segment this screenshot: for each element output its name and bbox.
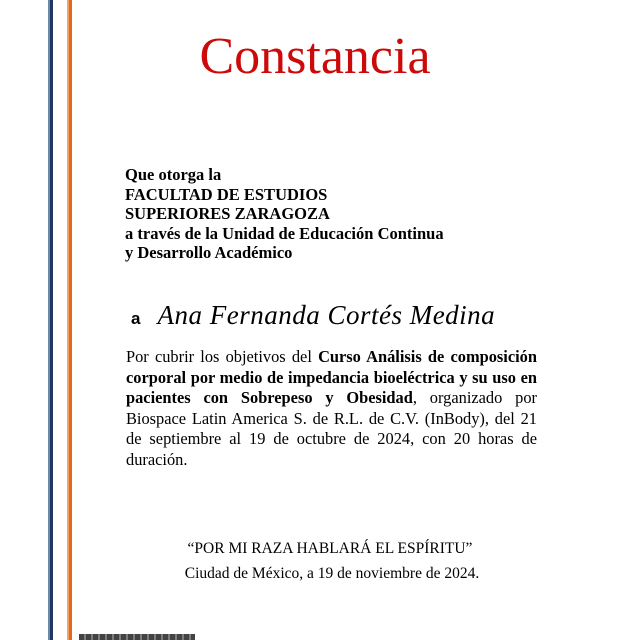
body-details: , organizado por Biospace Latin America S. de R.L. de C.V. (InBody), del 21 de septiembre al 19 de octubre de 2024, con 20 horas de duración.: [126, 388, 537, 469]
recipient-name: Ana Fernanda Cortés Medina: [157, 300, 496, 330]
recipient-line: [131, 300, 495, 336]
issuer-line: Que otorga la: [125, 165, 222, 184]
place-and-date: Ciudad de México, a 19 de noviembre de 2024.: [184, 565, 480, 582]
issuer-line: a través de la Unidad de Educación Continua: [125, 223, 444, 243]
university-motto: “POR MI RAZA HABLARÁ EL ESPÍRITU”: [187, 540, 473, 557]
body-intro: Por cubrir los objetivos del: [126, 347, 319, 366]
issuer-line: y Desarrollo Académico: [125, 243, 293, 263]
issuer-block: [125, 165, 444, 263]
clipped-footer-text: [79, 634, 195, 640]
recipient-prefix: a: [131, 309, 141, 328]
issuer-line: FACULTAD DE ESTUDIOS: [125, 184, 328, 204]
certificate-title: Constancia: [199, 28, 431, 85]
issuer-line: SUPERIORES ZARAGOZA: [125, 204, 330, 224]
course-name: Curso Análisis de composición corporal por medio de impedancia bioeléctrica y su uso en pacientes con Sobrepeso y Obesidad: [126, 347, 537, 408]
certificate-body: [126, 347, 537, 471]
